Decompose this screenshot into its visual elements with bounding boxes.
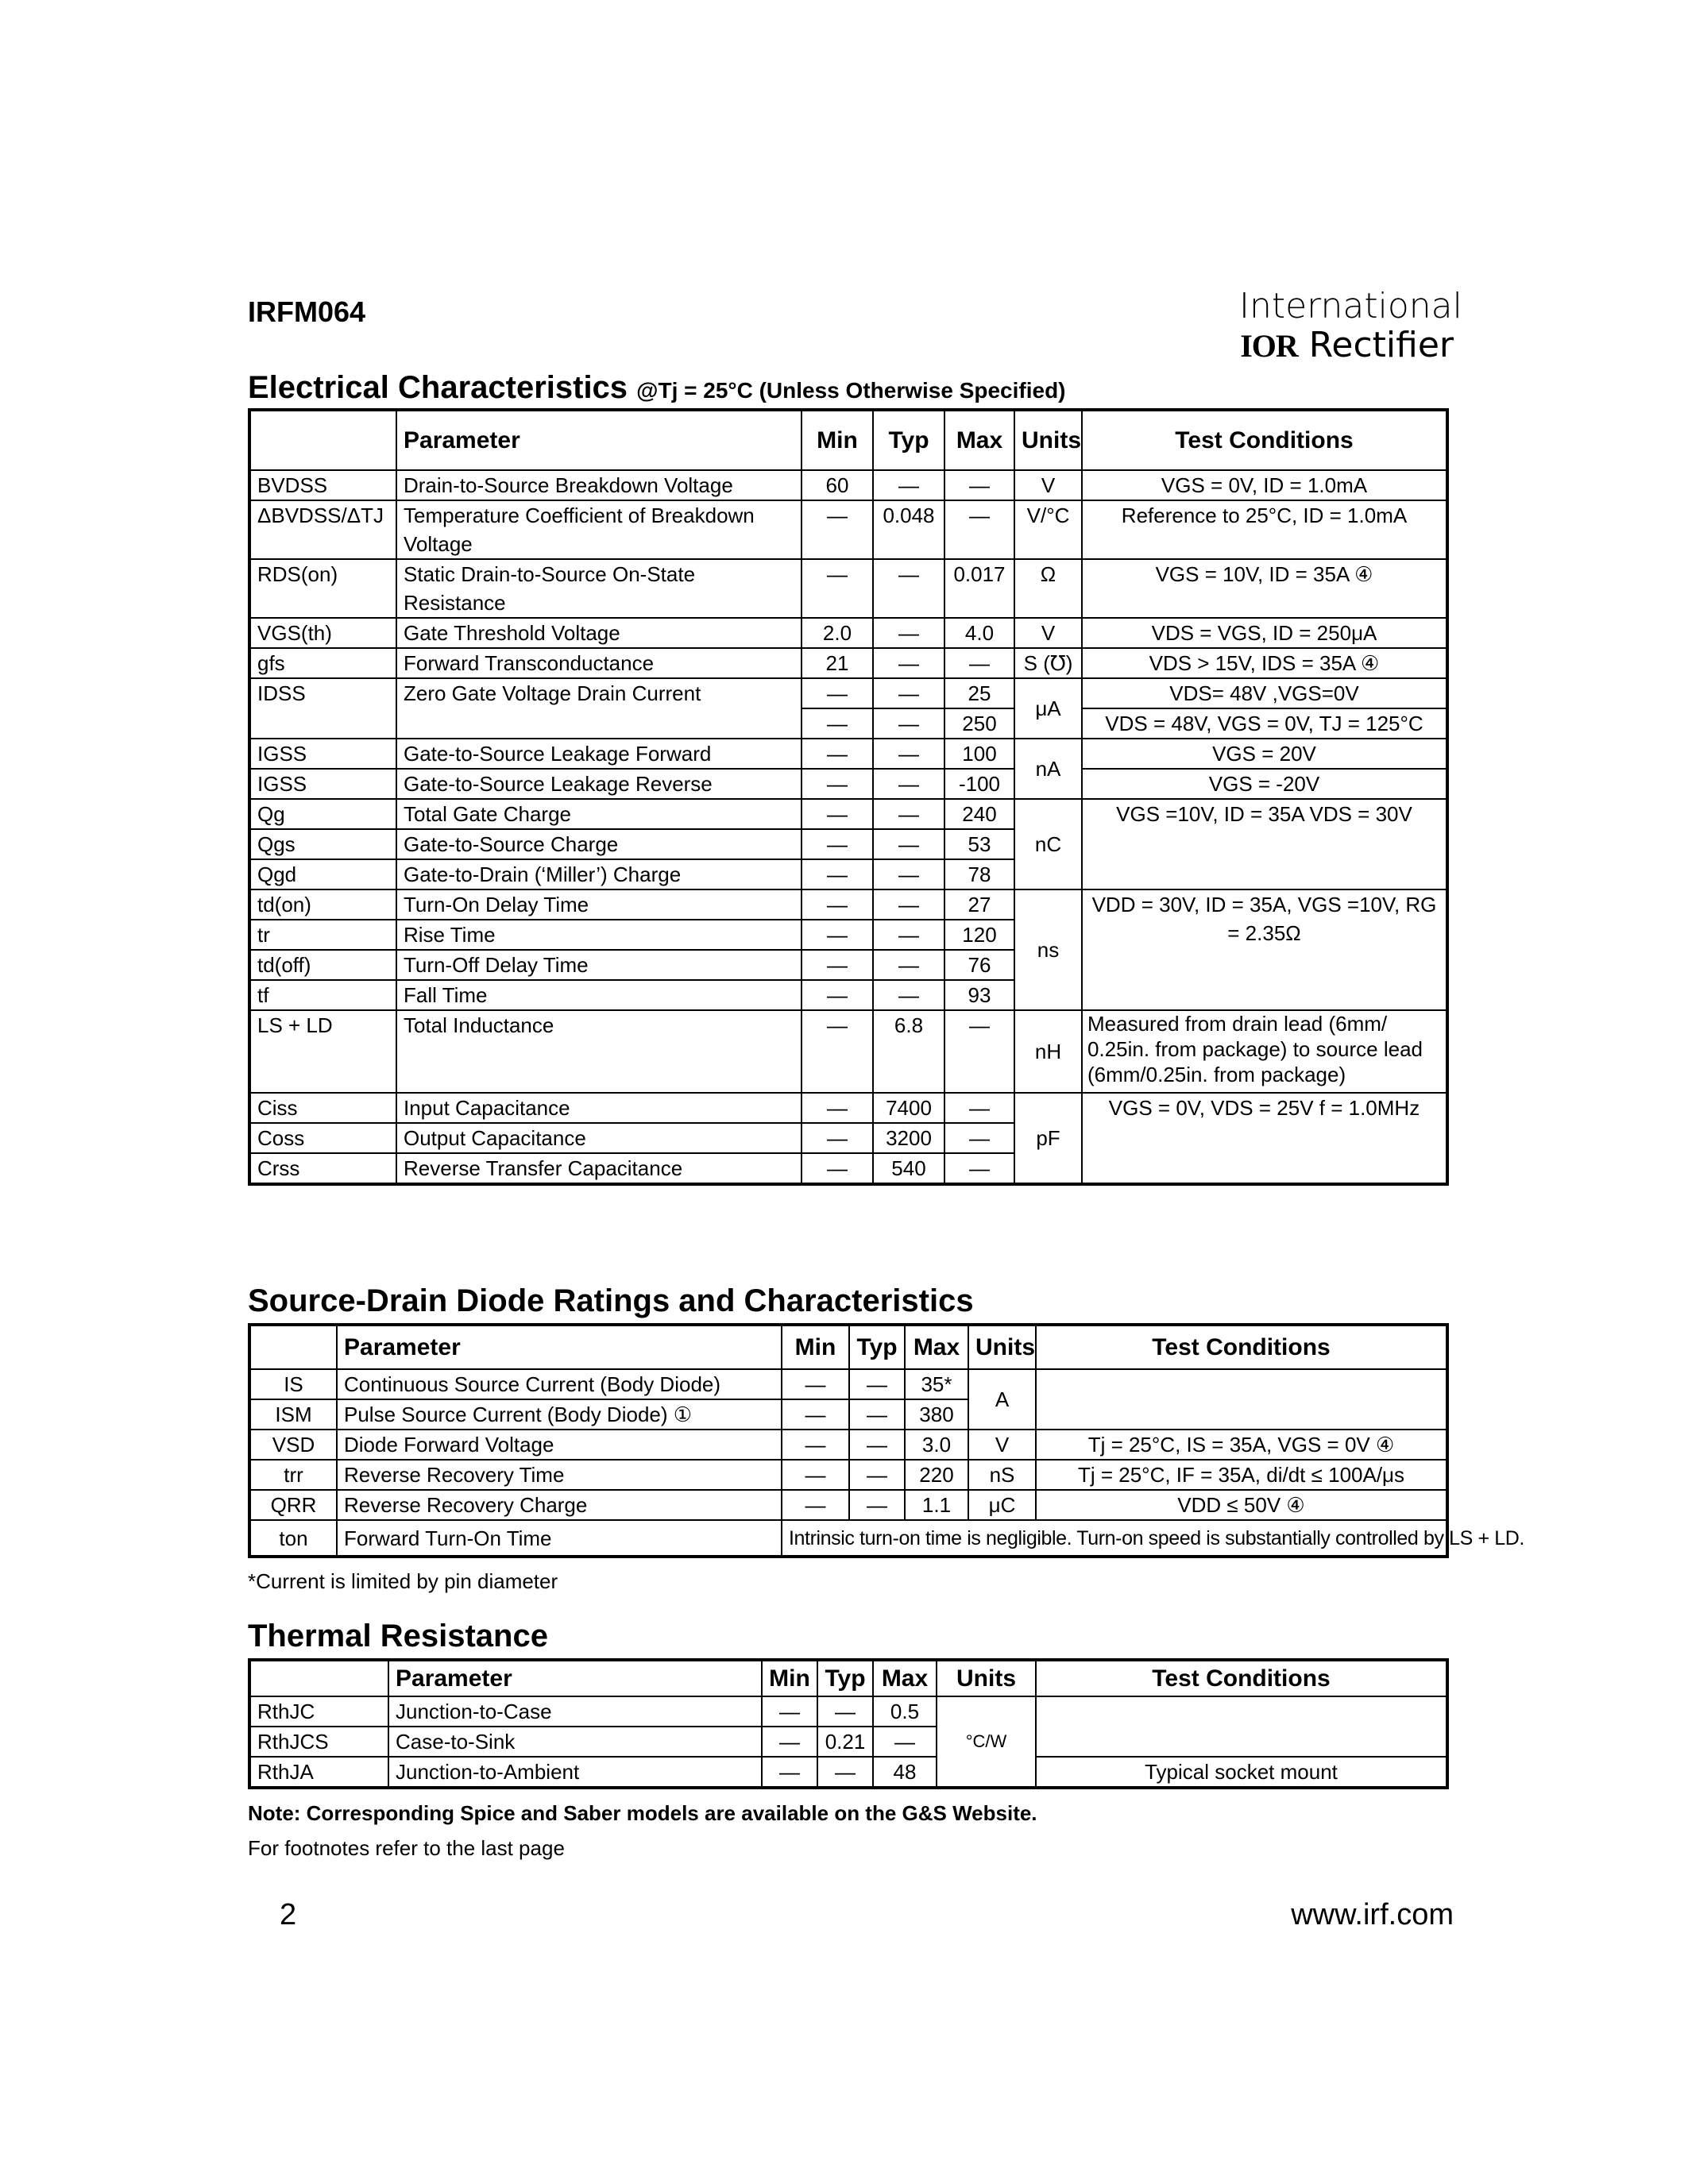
- units: nH: [1014, 1010, 1082, 1093]
- min: —: [782, 1399, 849, 1430]
- typ: 0.21: [817, 1727, 873, 1757]
- symbol: gfs: [249, 648, 396, 678]
- parameter: Turn-Off Delay Time: [396, 950, 802, 980]
- typ: —: [873, 920, 944, 950]
- min: —: [802, 920, 873, 950]
- typ: —: [873, 708, 944, 739]
- min: —: [802, 1010, 873, 1093]
- parameter: Case-to-Sink: [388, 1727, 762, 1757]
- typ: —: [849, 1490, 905, 1520]
- symbol: ISM: [249, 1399, 337, 1430]
- parameter: Gate-to-Drain (‘Miller’) Charge: [396, 859, 802, 889]
- units: S (℧): [1014, 648, 1082, 678]
- typ: —: [873, 648, 944, 678]
- col-typ: Typ: [817, 1660, 873, 1696]
- table-row: [249, 1520, 1447, 1557]
- min: —: [802, 500, 873, 559]
- symbol: VSD: [249, 1430, 337, 1460]
- table-row: [249, 1696, 1447, 1727]
- min: —: [802, 950, 873, 980]
- test-conditions: VDS > 15V, IDS = 35A ④: [1082, 648, 1447, 678]
- symbol: td(off): [249, 950, 396, 980]
- symbol: RthJC: [249, 1696, 388, 1727]
- typ: —: [873, 859, 944, 889]
- col-max: Max: [944, 410, 1014, 470]
- test-conditions: Typical socket mount: [1036, 1757, 1447, 1788]
- typ: —: [849, 1460, 905, 1490]
- parameter: Reverse Transfer Capacitance: [396, 1153, 802, 1184]
- typ: 6.8: [873, 1010, 944, 1093]
- min: —: [782, 1460, 849, 1490]
- part-number: IRFM064: [248, 295, 366, 328]
- parameter: Gate Threshold Voltage: [396, 618, 802, 648]
- parameter: Pulse Source Current (Body Diode) ①: [337, 1399, 782, 1430]
- max: 0.5: [873, 1696, 937, 1727]
- test-conditions: [1036, 1369, 1447, 1430]
- units: pF: [1014, 1093, 1082, 1184]
- col-symbol: [249, 410, 396, 470]
- brand-line1: International: [1239, 286, 1462, 326]
- max: 0.017: [944, 559, 1014, 618]
- units: μA: [1014, 678, 1082, 739]
- max: —: [944, 470, 1014, 500]
- col-max: Max: [873, 1660, 937, 1696]
- col-units: Units: [937, 1660, 1036, 1696]
- test-conditions: VDD ≤ 50V ④: [1036, 1490, 1447, 1520]
- min: —: [762, 1727, 817, 1757]
- max: 220: [905, 1460, 968, 1490]
- table-row: [249, 618, 1447, 648]
- min: —: [782, 1369, 849, 1399]
- typ: —: [849, 1399, 905, 1430]
- symbol: IGSS: [249, 769, 396, 799]
- thermal-resistance-table: [248, 1658, 1449, 1789]
- website-url: www.irf.com: [1291, 1898, 1454, 1931]
- col-test-conditions: Test Conditions: [1036, 1660, 1447, 1696]
- min: —: [802, 559, 873, 618]
- test-conditions: [1036, 1696, 1447, 1757]
- col-units: Units: [968, 1325, 1036, 1369]
- elec-title: Electrical Characteristics: [248, 370, 628, 405]
- table-row: [249, 648, 1447, 678]
- symbol: trr: [249, 1460, 337, 1490]
- symbol: Crss: [249, 1153, 396, 1184]
- units: μC: [968, 1490, 1036, 1520]
- symbol: ΔBVDSS/ΔTJ: [249, 500, 396, 559]
- test-conditions: VGS = 0V, VDS = 25V f = 1.0MHz: [1082, 1093, 1447, 1184]
- max: 76: [944, 950, 1014, 980]
- col-min: Min: [782, 1325, 849, 1369]
- typ: —: [817, 1757, 873, 1788]
- typ: —: [873, 470, 944, 500]
- table-row: [249, 769, 1447, 799]
- units: V: [968, 1430, 1036, 1460]
- units: nC: [1014, 799, 1082, 889]
- max: 35*: [905, 1369, 968, 1399]
- table-row: [249, 559, 1447, 618]
- parameter: Gate-to-Source Leakage Forward: [396, 739, 802, 769]
- table-row: [249, 889, 1447, 920]
- units: ns: [1014, 889, 1082, 1010]
- min: —: [802, 1093, 873, 1123]
- parameter: Rise Time: [396, 920, 802, 950]
- min: 2.0: [802, 618, 873, 648]
- parameter: Output Capacitance: [396, 1123, 802, 1153]
- test-conditions: VGS =10V, ID = 35A VDS = 30V: [1082, 799, 1447, 889]
- min: —: [762, 1696, 817, 1727]
- diode-footnote: *Current is limited by pin diameter: [248, 1569, 558, 1593]
- col-typ: Typ: [849, 1325, 905, 1369]
- max: 4.0: [944, 618, 1014, 648]
- col-min: Min: [762, 1660, 817, 1696]
- symbol: LS + LD: [249, 1010, 396, 1093]
- test-conditions: VGS = 10V, ID = 35A ④: [1082, 559, 1447, 618]
- min: —: [802, 799, 873, 829]
- thermal-section-title: Thermal Resistance: [248, 1619, 548, 1653]
- footnotes-note: For footnotes refer to the last page: [248, 1836, 565, 1860]
- min: —: [802, 889, 873, 920]
- units: V/°C: [1014, 500, 1082, 559]
- units: nS: [968, 1460, 1036, 1490]
- table-row: [249, 1369, 1447, 1399]
- table-row: [249, 1010, 1447, 1093]
- parameter: Drain-to-Source Breakdown Voltage: [396, 470, 802, 500]
- diode-section-title: Source-Drain Diode Ratings and Characteristics: [248, 1283, 974, 1318]
- col-units: Units: [1014, 410, 1082, 470]
- col-parameter: Parameter: [337, 1325, 782, 1369]
- table-row: [249, 500, 1447, 559]
- max: 3.0: [905, 1430, 968, 1460]
- typ: —: [873, 889, 944, 920]
- col-test-conditions: Test Conditions: [1082, 410, 1447, 470]
- symbol: tf: [249, 980, 396, 1010]
- max: 25: [944, 678, 1014, 708]
- typ: —: [873, 980, 944, 1010]
- min: —: [802, 829, 873, 859]
- symbol: Coss: [249, 1123, 396, 1153]
- symbol: Qgs: [249, 829, 396, 859]
- max: 48: [873, 1757, 937, 1788]
- table-row: [249, 1093, 1447, 1123]
- max: 120: [944, 920, 1014, 950]
- parameter: Diode Forward Voltage: [337, 1430, 782, 1460]
- parameter: Turn-On Delay Time: [396, 889, 802, 920]
- elec-condition: @Tj = 25°C (Unless Otherwise Specified): [636, 378, 1066, 403]
- page-number: 2: [280, 1898, 297, 1931]
- max: 53: [944, 829, 1014, 859]
- parameter: Reverse Recovery Charge: [337, 1490, 782, 1520]
- typ: —: [873, 769, 944, 799]
- table-header-row: [249, 410, 1447, 470]
- test-conditions: VGS = 20V: [1082, 739, 1447, 769]
- min: —: [802, 1153, 873, 1184]
- typ: 7400: [873, 1093, 944, 1123]
- table-row: [249, 678, 1447, 708]
- test-conditions: VDS = VGS, ID = 250μA: [1082, 618, 1447, 648]
- col-max: Max: [905, 1325, 968, 1369]
- test-conditions: VGS = -20V: [1082, 769, 1447, 799]
- max: 93: [944, 980, 1014, 1010]
- symbol: QRR: [249, 1490, 337, 1520]
- parameter: Junction-to-Ambient: [388, 1757, 762, 1788]
- typ: 3200: [873, 1123, 944, 1153]
- parameter: Zero Gate Voltage Drain Current: [396, 678, 802, 739]
- min: —: [782, 1430, 849, 1460]
- electrical-characteristics-table: [248, 408, 1449, 1186]
- max: 380: [905, 1399, 968, 1430]
- parameter: Forward Turn-On Time: [337, 1520, 782, 1557]
- parameter: Gate-to-Source Leakage Reverse: [396, 769, 802, 799]
- typ: —: [817, 1696, 873, 1727]
- table-row: [249, 470, 1447, 500]
- symbol: IS: [249, 1369, 337, 1399]
- parameter: Fall Time: [396, 980, 802, 1010]
- brand-line2: Rectifier: [1308, 325, 1454, 365]
- min: —: [802, 708, 873, 739]
- min: —: [802, 739, 873, 769]
- typ: —: [849, 1430, 905, 1460]
- col-parameter: Parameter: [396, 410, 802, 470]
- symbol: VGS(th): [249, 618, 396, 648]
- symbol: ton: [249, 1520, 337, 1557]
- parameter: Total Gate Charge: [396, 799, 802, 829]
- min: —: [802, 678, 873, 708]
- symbol: IGSS: [249, 739, 396, 769]
- col-typ: Typ: [873, 410, 944, 470]
- test-conditions: VDS = 48V, VGS = 0V, TJ = 125°C: [1082, 708, 1447, 739]
- symbol: RthJA: [249, 1757, 388, 1788]
- max: —: [944, 1010, 1014, 1093]
- test-conditions: VGS = 0V, ID = 1.0mA: [1082, 470, 1447, 500]
- max: -100: [944, 769, 1014, 799]
- typ: 540: [873, 1153, 944, 1184]
- min: —: [782, 1490, 849, 1520]
- col-parameter: Parameter: [388, 1660, 762, 1696]
- table-row: [249, 1430, 1447, 1460]
- table-header-row: [249, 1660, 1447, 1696]
- ior-logo-icon: IOR: [1240, 328, 1298, 364]
- max: 1.1: [905, 1490, 968, 1520]
- symbol: Qg: [249, 799, 396, 829]
- typ: —: [873, 950, 944, 980]
- table-row: [249, 799, 1447, 829]
- typ: —: [873, 829, 944, 859]
- typ: —: [873, 799, 944, 829]
- max: —: [944, 1123, 1014, 1153]
- test-conditions: Tj = 25°C, IS = 35A, VGS = 0V ④: [1036, 1430, 1447, 1460]
- symbol: tr: [249, 920, 396, 950]
- table-row: [249, 1460, 1447, 1490]
- typ: —: [873, 739, 944, 769]
- max: —: [944, 1153, 1014, 1184]
- parameter: Forward Transconductance: [396, 648, 802, 678]
- units: Ω: [1014, 559, 1082, 618]
- min: 60: [802, 470, 873, 500]
- table-row: [249, 739, 1447, 769]
- col-min: Min: [802, 410, 873, 470]
- max: —: [944, 648, 1014, 678]
- test-conditions: Measured from drain lead (6mm/ 0.25in. from package) to source lead (6mm/0.25in. from package): [1082, 1010, 1447, 1093]
- min: 21: [802, 648, 873, 678]
- typ: —: [849, 1369, 905, 1399]
- units: V: [1014, 470, 1082, 500]
- typ: —: [873, 678, 944, 708]
- typ: —: [873, 559, 944, 618]
- min: —: [802, 859, 873, 889]
- max: 100: [944, 739, 1014, 769]
- symbol: BVDSS: [249, 470, 396, 500]
- col-test-conditions: Test Conditions: [1036, 1325, 1447, 1369]
- test-conditions: Reference to 25°C, ID = 1.0mA: [1082, 500, 1447, 559]
- max: 240: [944, 799, 1014, 829]
- parameter: Reverse Recovery Time: [337, 1460, 782, 1490]
- min: —: [802, 769, 873, 799]
- symbol: Qgd: [249, 859, 396, 889]
- min: —: [762, 1757, 817, 1788]
- max: 27: [944, 889, 1014, 920]
- symbol: RthJCS: [249, 1727, 388, 1757]
- min: —: [802, 980, 873, 1010]
- max: 78: [944, 859, 1014, 889]
- spice-note: Note: Corresponding Spice and Saber models are available on the G&S Website.: [248, 1801, 1037, 1825]
- test-conditions: Tj = 25°C, IF = 35A, di/dt ≤ 100A/μs: [1036, 1460, 1447, 1490]
- units: nA: [1014, 739, 1082, 799]
- parameter: Total Inductance: [396, 1010, 802, 1093]
- test-conditions: Intrinsic turn-on time is negligible. Turn-on speed is substantially controlled by LS + LD.: [782, 1520, 1447, 1557]
- max: —: [873, 1727, 937, 1757]
- symbol: td(on): [249, 889, 396, 920]
- units: A: [968, 1369, 1036, 1430]
- units: V: [1014, 618, 1082, 648]
- brand-logo: [1239, 286, 1462, 366]
- table-row: [249, 1757, 1447, 1788]
- min: —: [802, 1123, 873, 1153]
- max: 250: [944, 708, 1014, 739]
- test-conditions: VDD = 30V, ID = 35A, VGS =10V, RG = 2.35Ω: [1082, 889, 1447, 1010]
- max: —: [944, 1093, 1014, 1123]
- diode-ratings-table: [248, 1323, 1524, 1558]
- parameter: Static Drain-to-Source On-State Resistance: [396, 559, 802, 618]
- symbol: RDS(on): [249, 559, 396, 618]
- parameter: Temperature Coefficient of Breakdown Voltage: [396, 500, 802, 559]
- col-symbol: [249, 1325, 337, 1369]
- max: —: [944, 500, 1014, 559]
- parameter: Gate-to-Source Charge: [396, 829, 802, 859]
- symbol: Ciss: [249, 1093, 396, 1123]
- symbol: IDSS: [249, 678, 396, 739]
- table-row: [249, 1490, 1447, 1520]
- elec-section-title: [248, 370, 1066, 406]
- col-symbol: [249, 1660, 388, 1696]
- typ: —: [873, 618, 944, 648]
- table-header-row: [249, 1325, 1447, 1369]
- parameter: Junction-to-Case: [388, 1696, 762, 1727]
- typ: 0.048: [873, 500, 944, 559]
- parameter: Continuous Source Current (Body Diode): [337, 1369, 782, 1399]
- units: °C/W: [937, 1696, 1036, 1788]
- test-conditions: VDS= 48V ,VGS=0V: [1082, 678, 1447, 708]
- parameter: Input Capacitance: [396, 1093, 802, 1123]
